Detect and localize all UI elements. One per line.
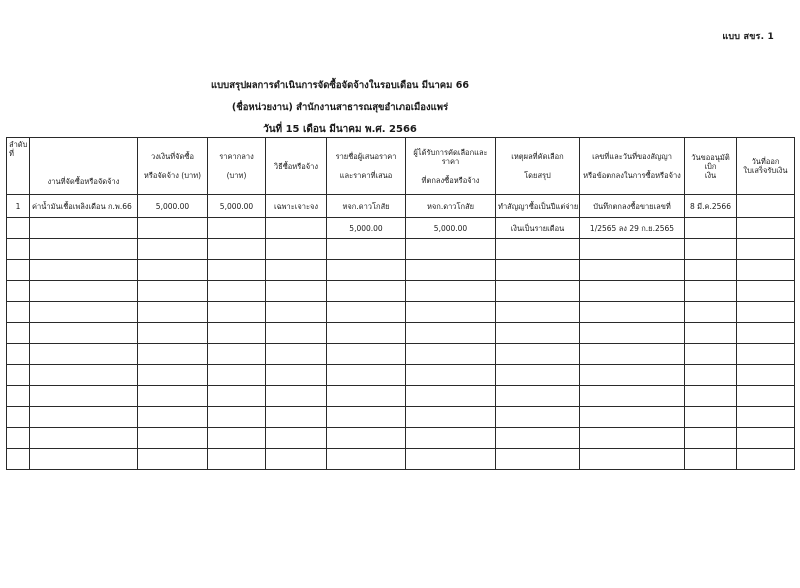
cell-budget: 5,000.00	[138, 195, 208, 218]
form-code: แบบ สขร. 1	[722, 32, 774, 42]
cell-receipt-date	[737, 195, 795, 218]
table-row	[7, 323, 795, 344]
table-row	[7, 407, 795, 428]
cell-median-price: 5,000.00	[208, 195, 266, 218]
table-row	[7, 260, 795, 281]
cell-median-price	[208, 218, 266, 239]
report-date: วันที่ 15 เดือน มีนาคม พ.ศ. 2566	[263, 124, 417, 135]
cell-bidder-price: 5,000.00	[327, 218, 406, 239]
table-row	[7, 365, 795, 386]
col-header-bidders: รายชื่อผู้เสนอราคา และราคาที่เสนอ	[327, 138, 406, 195]
cell-no: 1	[7, 195, 30, 218]
cell-contract: บันทึกตกลงซื้อขายเลขที่	[580, 195, 685, 218]
table-row	[7, 281, 795, 302]
cell-method	[266, 218, 327, 239]
procurement-summary-table	[6, 137, 795, 470]
cell-bidder: หจก.ดาวโกสัย	[327, 195, 406, 218]
table-row	[7, 302, 795, 323]
cell-reason: เงินเป็นรายเดือน	[496, 218, 580, 239]
header-row	[7, 138, 795, 195]
col-header-approval-date: วันขออนุมัติเบิก เงิน	[685, 138, 737, 195]
cell-work: ค่าน้ำมันเชื้อเพลิงเดือน ก.พ.66	[30, 195, 138, 218]
agency-name: (ชื่อหน่วยงาน) สำนักงานสาธารณสุขอำเภอเมืองแพร่	[231, 102, 449, 113]
col-header-reason: เหตุผลที่คัดเลือก โดยสรุป	[496, 138, 580, 195]
col-header-median-price: ราคากลาง (บาท)	[208, 138, 266, 195]
cell-work	[30, 218, 138, 239]
col-header-contract: เลขที่และวันที่ของสัญญา หรือข้อตกลงในการซื้อหรือจ้าง	[580, 138, 685, 195]
table-row	[7, 344, 795, 365]
cell-approval-date	[685, 218, 737, 239]
table-row	[7, 218, 795, 239]
cell-approval-date: 8 มี.ค.2566	[685, 195, 737, 218]
cell-budget	[138, 218, 208, 239]
col-header-work: งานที่จัดซื้อหรือจัดจ้าง	[30, 138, 138, 195]
cell-receipt-date	[737, 218, 795, 239]
cell-reason: ทำสัญญาซื้อเป็นปีแต่จ่าย	[496, 195, 580, 218]
table-row	[7, 195, 795, 218]
col-header-method: วิธีซื้อหรือจ้าง	[266, 138, 327, 195]
table-row	[7, 428, 795, 449]
cell-no	[7, 218, 30, 239]
col-header-budget: วงเงินที่จัดซื้อ หรือจัดจ้าง (บาท)	[138, 138, 208, 195]
table-row	[7, 239, 795, 260]
cell-winner: หจก.ดาวโกสัย	[406, 195, 496, 218]
report-title: แบบสรุปผลการดำเนินการจัดซื้อจัดจ้างในรอบเดือน มีนาคม 66	[211, 80, 469, 91]
cell-winner-price: 5,000.00	[406, 218, 496, 239]
col-header-no: ลำดับ ที่	[7, 138, 30, 195]
col-header-winner: ผู้ได้รับการคัดเลือกและราคา ที่ตกลงซื้อหรือจ้าง	[406, 138, 496, 195]
col-header-receipt-date: วันที่ออก ใบเสร็จรับเงิน	[737, 138, 795, 195]
table-row	[7, 449, 795, 470]
cell-contract: 1/2565 ลง 29 ก.ย.2565	[580, 218, 685, 239]
table-row	[7, 386, 795, 407]
cell-method: เฉพาะเจาะจง	[266, 195, 327, 218]
